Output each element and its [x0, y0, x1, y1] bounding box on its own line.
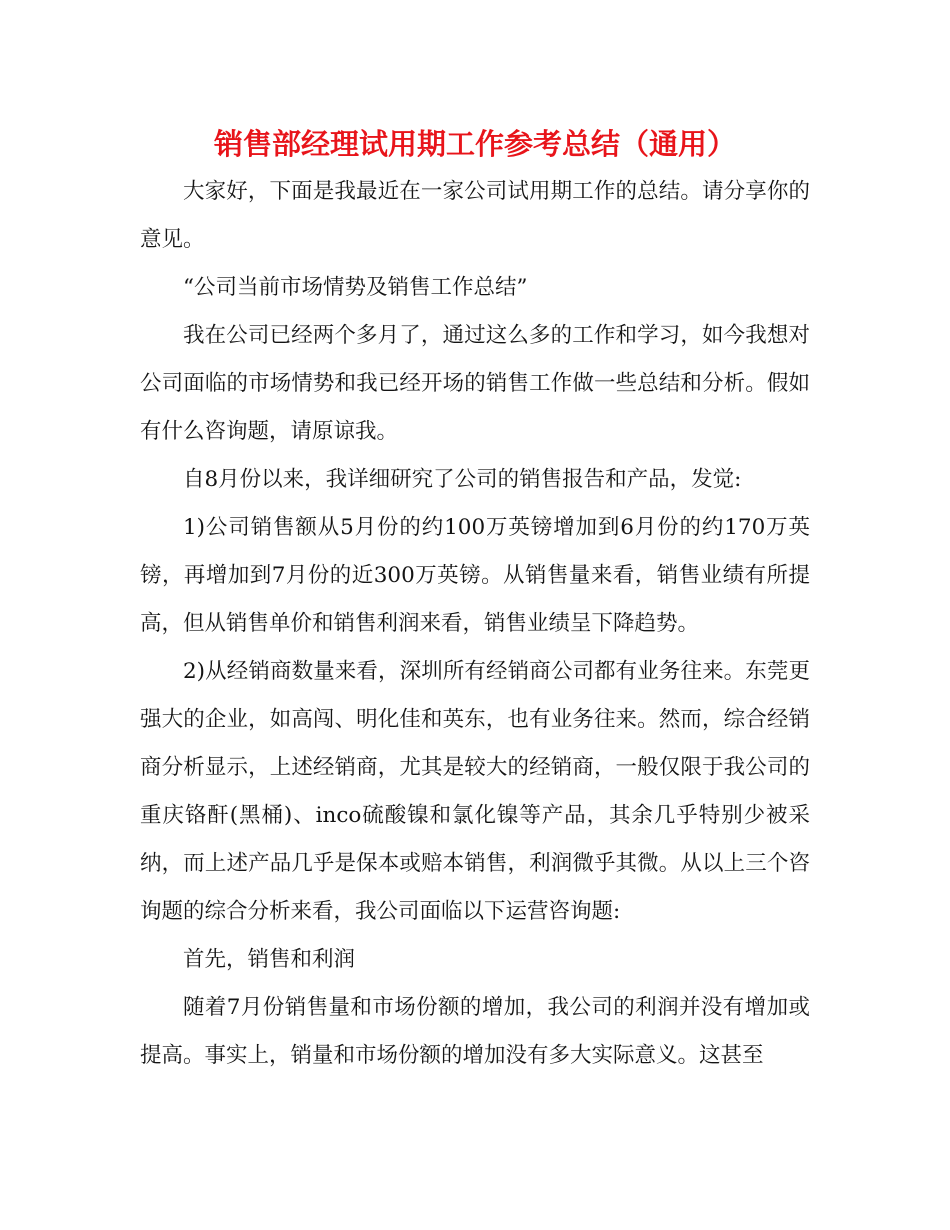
paragraph-intro: 我在公司已经两个多月了，通过这么多的工作和学习，如今我想对公司面临的市场情势和我已经开场的销售工作做一些总结和分析。假如有什么咨询题，请原谅我。 — [140, 323, 810, 444]
paragraph-subheading-sales-profit: 首先，销售和利润 — [183, 947, 356, 972]
paragraph-sales-profit-analysis: 随着7月份销售量和市场份额的增加，我公司的利润并没有增加或提高。事实上，销量和市场份额的增加没有多大实际意义。这甚至 — [140, 995, 810, 1068]
paragraph-finding-2: 2)从经销商数量来看，深圳所有经销商公司都有业务往来。东莞更强大的企业，如高闯、明化佳和英东，也有业务往来。然而，综合经销商分析显示，上述经销商，尤其是较大的经销商，一般仅限于我公司的重庆铬酐(黑桶)、inco硫酸镍和氯化镍等产品，其余几乎特别少被采纳，而上述产品几乎是保本或赔本销售，利润微乎其微。从以上三个咨询题的综合分析来看，我公司面临以下运营咨询题: — [140, 659, 810, 924]
document-body — [140, 168, 810, 1080]
paragraph-finding-1: 1)公司销售额从5月份的约100万英镑增加到6月份的约170万英镑，再增加到7月份的近300万英镑。从销售量来看，销售业绩有所提高，但从销售单价和销售利润来看，销售业绩呈下降趋势。 — [140, 515, 810, 636]
document-title: 销售部经理试用期工作参考总结（通用） — [213, 127, 736, 161]
paragraph-findings-lead: 自8月份以来，我详细研究了公司的销售报告和产品，发觉: — [183, 467, 742, 492]
paragraph-greeting: 大家好，下面是我最近在一家公司试用期工作的总结。请分享你的意见。 — [140, 179, 810, 252]
paragraph-section-heading: “公司当前市场情势及销售工作总结” — [183, 275, 528, 300]
